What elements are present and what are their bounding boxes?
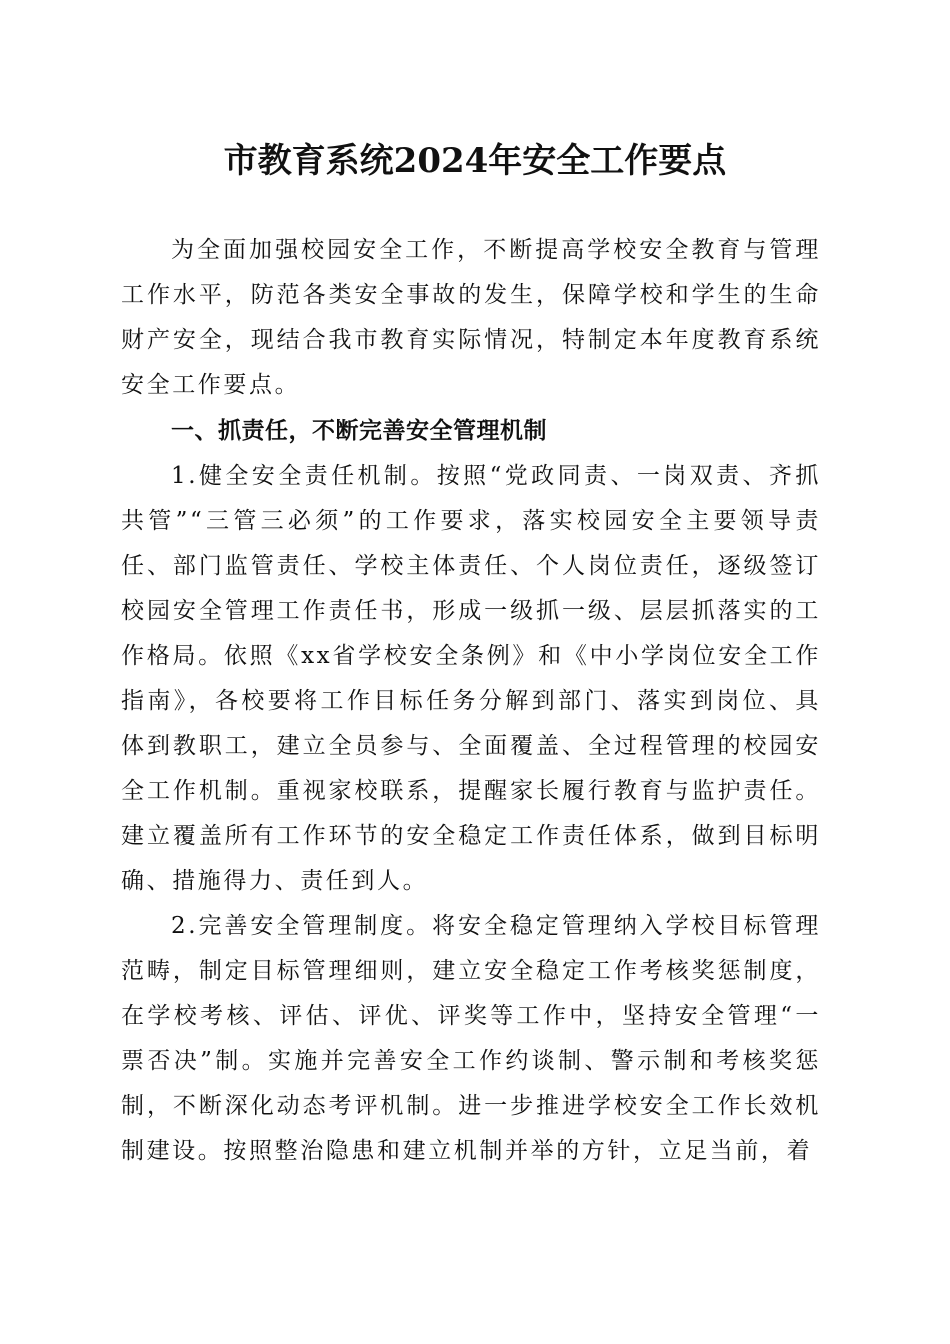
item-2-paragraph: 2.完善安全管理制度。将安全稳定管理纳入学校目标管理范畴，制定目标管理细则，建立安全稳定工作考核奖惩制度，在学校考核、评估、评优、评奖等工作中，坚持安全管理“一票否决”制。实施并完善安全工作约谈制、警示制和考核奖惩制，不断深化动态考评机制。进一步推进学校安全工作长效机制建设。按照整治隐患和建立机制并举的方针，立足当前，着 [121, 913, 821, 1164]
document-title: 市教育系统2024年安全工作要点 [223, 141, 727, 181]
intro-paragraph: 为全面加强校园安全工作，不断提高学校安全教育与管理工作水平，防范各类安全事故的发生，保障学校和学生的生命财产安全，现结合我市教育实际情况，特制定本年度教育系统安全工作要点。 [121, 237, 821, 398]
section-heading: 一、抓责任，不断完善安全管理机制 [171, 418, 547, 444]
item-1-paragraph: 1.健全安全责任机制。按照“党政同责、一岗双责、齐抓共管”“三管三必须”的工作要求，落实校园安全主要领导责任、部门监管责任、学校主体责任、个人岗位责任，逐级签订校园安全管理工作责任书，形成一级抓一级、层层抓落实的工作格局。依照《xx省学校安全条例》和《中小学岗位安全工作指南》，各校要将工作目标任务分解到部门、落实到岗位、具体到教职工，建立全员参与、全面覆盖、全过程管理的校园安全工作机制。重视家校联系，提醒家长履行教育与监护责任。建立覆盖所有工作环节的安全稳定工作责任体系，做到目标明确、措施得力、责任到人。 [121, 463, 821, 894]
document-body [121, 228, 821, 1174]
